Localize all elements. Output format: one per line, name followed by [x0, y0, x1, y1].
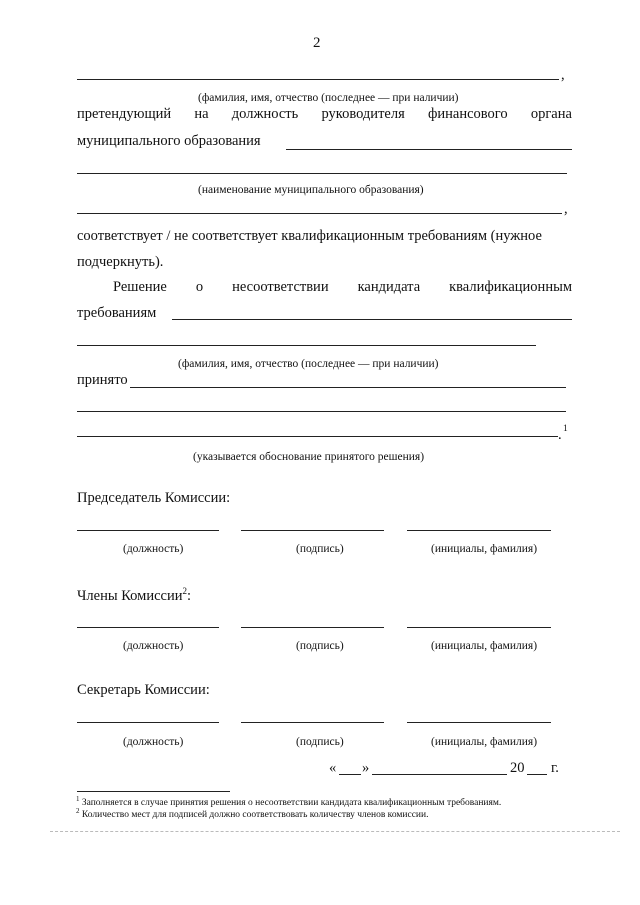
word: кандидата — [357, 279, 421, 295]
caption-signature: (подпись) — [296, 640, 344, 652]
members-label — [77, 586, 191, 605]
caption-signature: (подпись) — [296, 543, 344, 555]
comma: , — [564, 201, 568, 217]
fio-line-2 — [77, 345, 536, 346]
word: должность — [231, 106, 299, 122]
member-signature-line — [241, 627, 384, 628]
municipality-line-2 — [77, 173, 567, 174]
date-close-quote: » — [362, 760, 370, 776]
caption-signature: (подпись) — [296, 736, 344, 748]
paragraph-decision — [113, 279, 572, 296]
caption-position: (должность) — [123, 543, 184, 555]
chairman-position-line — [77, 530, 219, 531]
caption-initials: (инициалы, фамилия) — [431, 736, 538, 748]
chairman-signature-line — [241, 530, 384, 531]
reason-line-2 — [77, 436, 558, 437]
requirements-label: требованиям — [77, 305, 157, 321]
reason-line-1 — [77, 411, 566, 412]
footnote-text: Заполняется в случае принятия решения о несоответствии кандидата квалификационным требованиям. — [81, 798, 502, 809]
date-day-line — [339, 774, 361, 775]
footnote-num: 1 — [76, 795, 80, 803]
caption-initials: (инициалы, фамилия) — [431, 640, 538, 652]
word: финансового — [427, 106, 508, 122]
secretary-initials-line — [407, 722, 551, 723]
word: несоответствии — [232, 279, 329, 295]
paragraph-candidate — [77, 106, 572, 123]
accepted-line — [130, 387, 566, 388]
candidate-name-line — [77, 79, 559, 80]
requirements-line — [172, 319, 572, 320]
word: претендующий — [77, 106, 172, 122]
member-position-line — [77, 627, 219, 628]
date-year-suffix: г. — [551, 760, 559, 776]
municipality-line-3 — [77, 213, 562, 214]
caption-reason: (указывается обоснование принятого решения) — [193, 451, 425, 463]
comma: , — [561, 67, 565, 83]
footnote-ref: 2 — [182, 586, 187, 596]
caption-municipality: (наименование муниципального образования) — [198, 184, 424, 196]
compliance-line-1: соответствует / не соответствует квалификационным требованиям (нужное — [77, 228, 542, 244]
compliance-line-2: подчеркнуть). — [77, 254, 164, 270]
caption-fio-2: (фамилия, имя, отчество (последнее — при наличии) — [178, 358, 439, 370]
caption-initials: (инициалы, фамилия) — [431, 543, 538, 555]
word: органа — [530, 106, 572, 122]
footnote-text: Количество мест для подписей должно соответствовать количеству членов комиссии. — [81, 810, 429, 821]
word: Решение — [113, 279, 167, 295]
members-text: Члены Комиссии — [77, 587, 183, 604]
word: на — [194, 106, 209, 122]
chairman-initials-line — [407, 530, 551, 531]
secretary-signature-line — [241, 722, 384, 723]
accepted-label: принято — [77, 372, 128, 388]
municipality-label: муниципального образования — [77, 133, 261, 149]
footnote-separator — [77, 791, 230, 792]
footnote-num: 2 — [76, 807, 80, 815]
period: . — [558, 427, 562, 443]
member-initials-line — [407, 627, 551, 628]
page-number: 2 — [313, 35, 321, 51]
scan-artifact-line — [50, 831, 620, 832]
chairman-label: Председатель Комиссии: — [77, 490, 231, 506]
caption-position: (должность) — [123, 736, 184, 748]
word: о — [195, 279, 204, 295]
date-month-line — [372, 774, 507, 775]
date-year-prefix: 20 — [510, 760, 525, 776]
date-open-quote: « — [329, 760, 337, 776]
caption-position: (должность) — [123, 640, 184, 652]
word: руководителя — [321, 106, 405, 122]
secretary-position-line — [77, 722, 219, 723]
members-colon: : — [186, 587, 192, 604]
word: квалификационным — [449, 279, 572, 295]
caption-fio: (фамилия, имя, отчество (последнее — при наличии) — [198, 92, 459, 104]
footnote-mark: 1 — [563, 424, 568, 434]
secretary-label: Секретарь Комиссии: — [77, 682, 210, 698]
footnote-2 — [76, 807, 428, 820]
municipality-line-1 — [286, 149, 572, 150]
date-year-line — [527, 774, 547, 775]
